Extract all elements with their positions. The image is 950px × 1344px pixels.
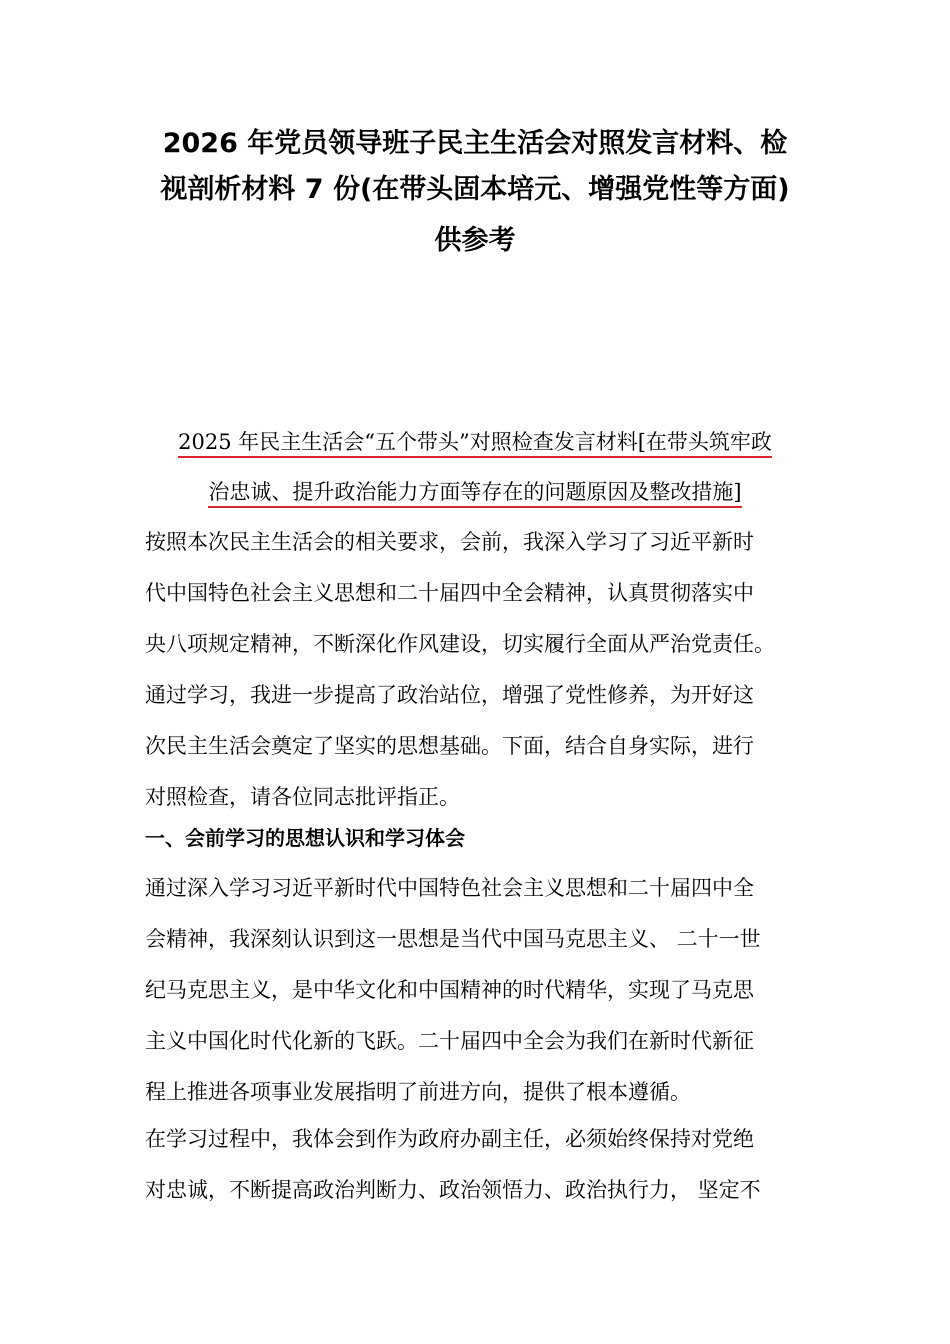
intro-line: 按照本次民主生活会的相关要求，会前，我深入学习了习近平新时 xyxy=(145,530,754,554)
section1-paragraph-1 xyxy=(145,863,845,1118)
intro-line: 代中国特色社会主义思想和二十届四中全会精神，认真贯彻落实中 xyxy=(145,581,754,605)
intro-line: 通过学习，我进一步提高了政治站位，增强了党性修养，为开好这 xyxy=(145,683,754,707)
document-title-line-2: 视剖析材料 7 份(在带头固本培元、增强党性等方面) xyxy=(160,174,790,205)
paragraph-line: 会精神，我深刻认识到这一思想是当代中国马克思主义、 二十一世 xyxy=(145,927,761,951)
section-heading: 一、会前学习的思想认识和学习体会 xyxy=(145,826,465,850)
paragraph-line: 通过深入学习习近平新时代中国特色社会主义思想和二十届四中全 xyxy=(145,876,754,900)
paragraph-line: 对忠诚，不断提高政治判断力、政治领悟力、政治执行力， 坚定不 xyxy=(145,1178,761,1202)
document-title-line-3: 供参考 xyxy=(434,225,516,256)
section1-paragraph-2 xyxy=(145,1114,845,1216)
subtitle-line-1 xyxy=(60,426,890,458)
intro-line: 对照检查，请各位同志批评指正。 xyxy=(145,785,460,809)
intro-line: 央八项规定精神，不断深化作风建设，切实履行全面从严治党责任。 xyxy=(145,632,775,656)
paragraph-line: 纪马克思主义，是中华文化和中国精神的时代精华，实现了马克思 xyxy=(145,978,754,1002)
subtitle-line-2 xyxy=(60,476,890,508)
subtitle-line-2-text: 治忠诚、提升政治能力方面等存在的问题原因及整改措施] xyxy=(208,480,741,508)
document-title-line-1: 2026 年党员领导班子民主生活会对照发言材料、检 xyxy=(162,128,788,159)
intro-line: 次民主生活会奠定了坚实的思想基础。下面，结合自身实际，进行 xyxy=(145,734,754,758)
subtitle-line-1-text: 2025 年民主生活会“五个带头”对照检查发言材料[在带头筑牢政 xyxy=(178,430,772,458)
paragraph-line: 程上推进各项事业发展指明了前进方向，提供了根本遵循。 xyxy=(145,1080,691,1104)
paragraph-line: 主义中国化时代化新的飞跃。二十届四中全会为我们在新时代新征 xyxy=(145,1029,754,1053)
paragraph-line: 在学习过程中，我体会到作为政府办副主任，必须始终保持对党绝 xyxy=(145,1127,754,1151)
intro-paragraph xyxy=(145,517,845,823)
